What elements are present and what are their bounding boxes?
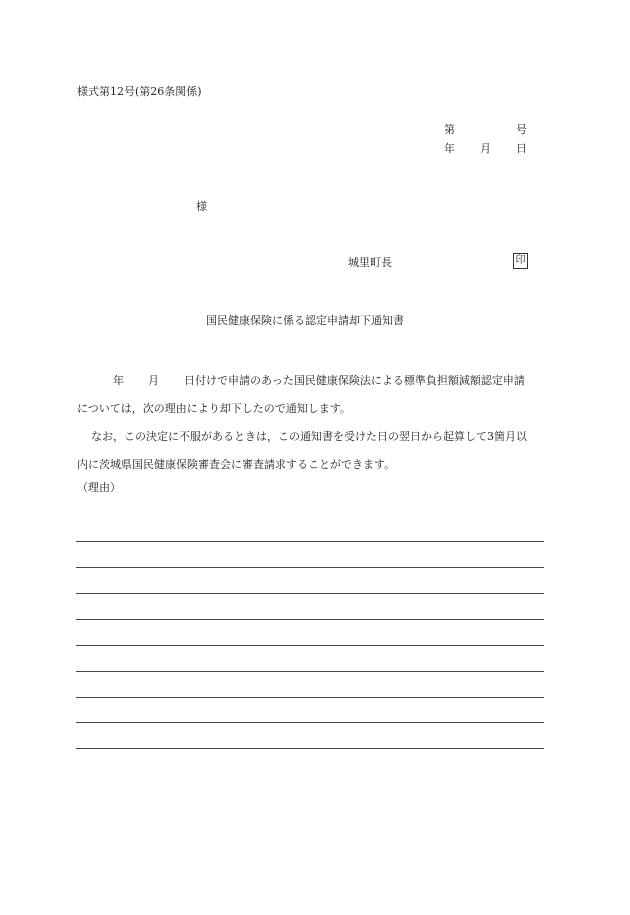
body-line-4: 内に茨城県国民健康保険審査会に審査請求することができます。: [77, 458, 396, 471]
reason-label: （理由）: [77, 481, 121, 494]
reason-line: [76, 619, 544, 620]
date-month: 月: [480, 142, 491, 155]
body-line-1: 日付けで申請のあった国民健康保険法による標準負担額減額認定申請: [184, 374, 525, 387]
body-line-2: については，次の理由により却下したので通知します。: [77, 402, 351, 415]
date-day: 日: [516, 142, 527, 155]
body-month: 月: [148, 374, 159, 387]
body-line-3: なお，この決定に不服があるときは，この通知書を受けた日の翌日から起算して3箇月以: [91, 430, 527, 443]
reason-line: [76, 697, 544, 698]
seal-mark: 印: [513, 253, 528, 269]
reason-line: [76, 567, 544, 568]
reason-line: [76, 722, 544, 723]
reason-line: [76, 748, 544, 749]
document-title: 国民健康保険に係る認定申請却下通知書: [206, 314, 404, 327]
reason-line: [76, 593, 544, 594]
addressee-suffix: 様: [196, 200, 207, 213]
doc-number-go: 号: [516, 123, 527, 136]
reason-line: [76, 671, 544, 672]
doc-number-dai: 第: [444, 123, 455, 136]
issuer-title: 城里町長: [348, 256, 392, 269]
reason-line: [76, 645, 544, 646]
form-number: 様式第12号(第26条関係): [77, 85, 202, 98]
date-year: 年: [444, 142, 455, 155]
reason-line: [76, 541, 544, 542]
body-year: 年: [113, 374, 124, 387]
